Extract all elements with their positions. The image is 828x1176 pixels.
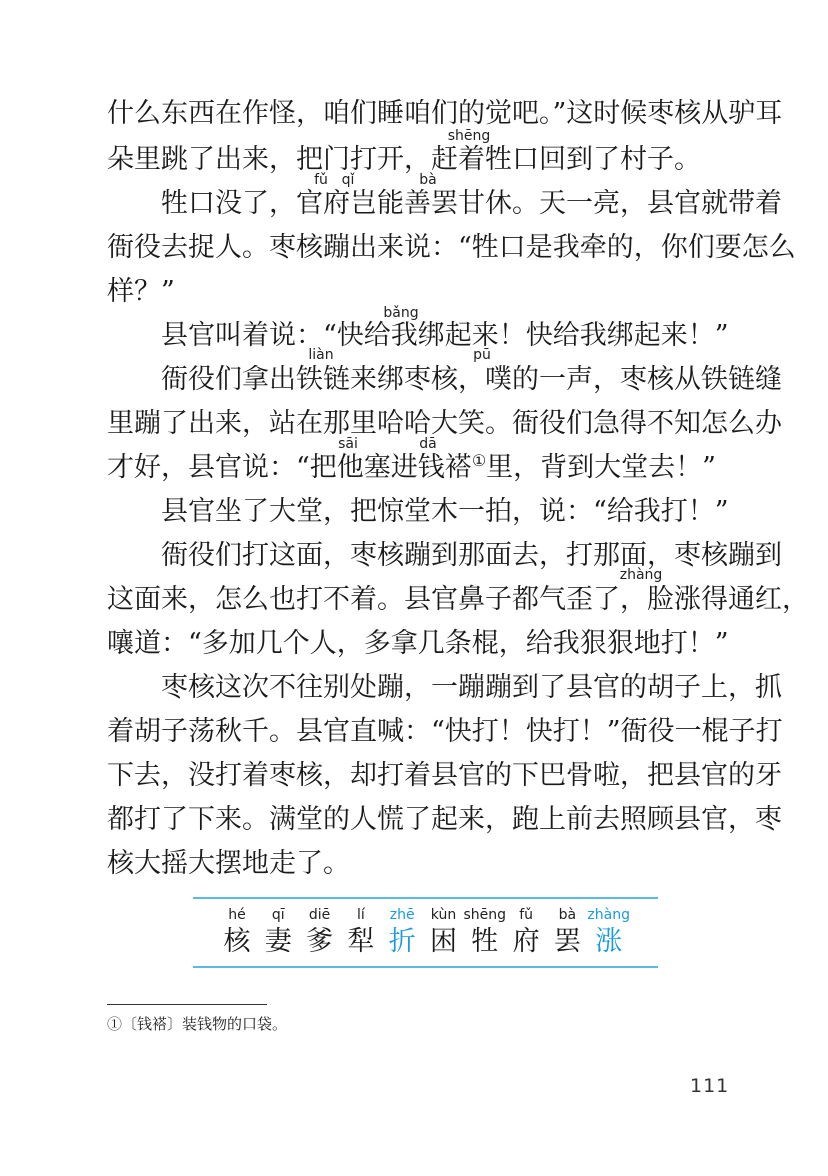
vocab-pinyin: lí [357,907,365,923]
vocab-char: 爹 [306,926,334,957]
text-line-9-b: 里，背到大堂去！” [486,452,716,483]
vocab-pinyin: hé [228,907,246,923]
text-line-10: 县官坐了大堂，把惊堂木一拍，说：“给我打！” [161,496,729,527]
text-line-16: 下去，没打着枣核，却打着县官的下巴骨啦，把县官的牙 [107,760,782,791]
vocab-pinyin: kùn [430,907,457,923]
footnote: ①〔钱褡〕装钱物的口袋。 [107,1015,288,1033]
pinyin-sheng: shēng [447,128,491,144]
page-number: 111 [690,1075,730,1097]
vocab-char: 核 [223,926,251,957]
pinyin-qi: qǐ [341,172,355,188]
vocab-item [463,906,507,960]
text-line-11: 衙役们打这面，枣核蹦到那面去，打那面，枣核蹦到 [161,540,782,571]
text-line-17: 都打了下来。满堂的人慌了起来，跑上前去照顾县官，枣 [107,804,782,835]
pinyin-da: dā [419,436,437,452]
vocab-char: 涨 [595,926,623,957]
vocab-pinyin: zhē [389,907,415,923]
vocab-pinyin: fǔ [519,907,533,923]
vocab-item [298,906,342,960]
text-line-3: 牲口没了，官府岂能善罢甘休。天一亮，县官就带着 [161,188,782,219]
vocab-char: 罢 [553,926,581,957]
footnote-rule [107,1004,267,1005]
vocab-char: 府 [512,926,540,957]
footnote-marker: ① [471,451,487,470]
text-line-8: 里蹦了出来，站在那里哈哈大笑。衙役们急得不知怎么办 [107,408,782,439]
vocab-item [545,906,589,960]
vocab-item [380,906,424,960]
vocab-item [587,906,631,960]
vocab-item [339,906,383,960]
vocab-pinyin: zhàng [587,907,630,923]
text-line-5: 样？” [107,276,175,307]
vocab-bottom-rule [193,966,658,968]
vocab-item [256,906,300,960]
pinyin-pu: pū [473,347,491,363]
text-line-13: 嚷道：“多加几个人，多拿几条棍，给我狠狠地打！” [107,628,729,659]
vocab-pinyin: bà [558,907,577,923]
vocab-char: 折 [388,926,416,957]
pinyin-bang: bǎng [383,305,419,321]
text-line-12: 这面来，怎么也打不着。县官鼻子都气歪了，脸涨得通红， [107,584,809,615]
text-line-18: 核大摇大摆地走了。 [107,848,350,879]
vocab-char: 牲 [471,926,499,957]
vocab-pinyin: shēng [463,907,507,923]
vocab-char: 犁 [347,926,375,957]
pinyin-zhang: zhàng [619,567,663,583]
text-line-15: 着胡子荡秋千。县官直喊：“快打！快打！”衙役一棍子打 [107,716,783,747]
text-line-14: 枣核这次不往别处蹦，一蹦蹦到了县官的胡子上，抓 [161,672,782,703]
pinyin-ba: bà [419,172,437,188]
vocab-top-rule [193,897,658,899]
vocab-item [215,906,259,960]
vocab-pinyin: qī [271,907,285,923]
vocab-pinyin: diē [308,907,331,923]
vocab-item [504,906,548,960]
text-line-1: 什么东西在作怪，咱们睡咱们的觉吧。”这时候枣核从驴耳 [107,98,783,129]
vocab-item [422,906,466,960]
text-line-6: 县官叫着说：“快给我绑起来！快给我绑起来！” [161,320,729,351]
vocab-char: 困 [430,926,457,957]
vocab-char: 妻 [264,926,292,957]
pinyin-lian: liàn [308,347,334,363]
pinyin-sai: sāi [338,436,358,452]
pinyin-fu: fǔ [314,172,328,188]
text-line-9 [107,448,716,488]
text-line-2: 朵里跳了出来，把门打开，赶着牲口回到了村子。 [107,144,701,175]
text-line-9-a: 才好，县官说：“把他塞进钱褡 [107,452,472,483]
text-line-4: 衙役去捉人。枣核蹦出来说：“牲口是我牵的，你们要怎么 [107,232,796,263]
text-line-7: 衙役们拿出铁链来绑枣核，噗的一声，枣核从铁链缝 [161,364,782,395]
